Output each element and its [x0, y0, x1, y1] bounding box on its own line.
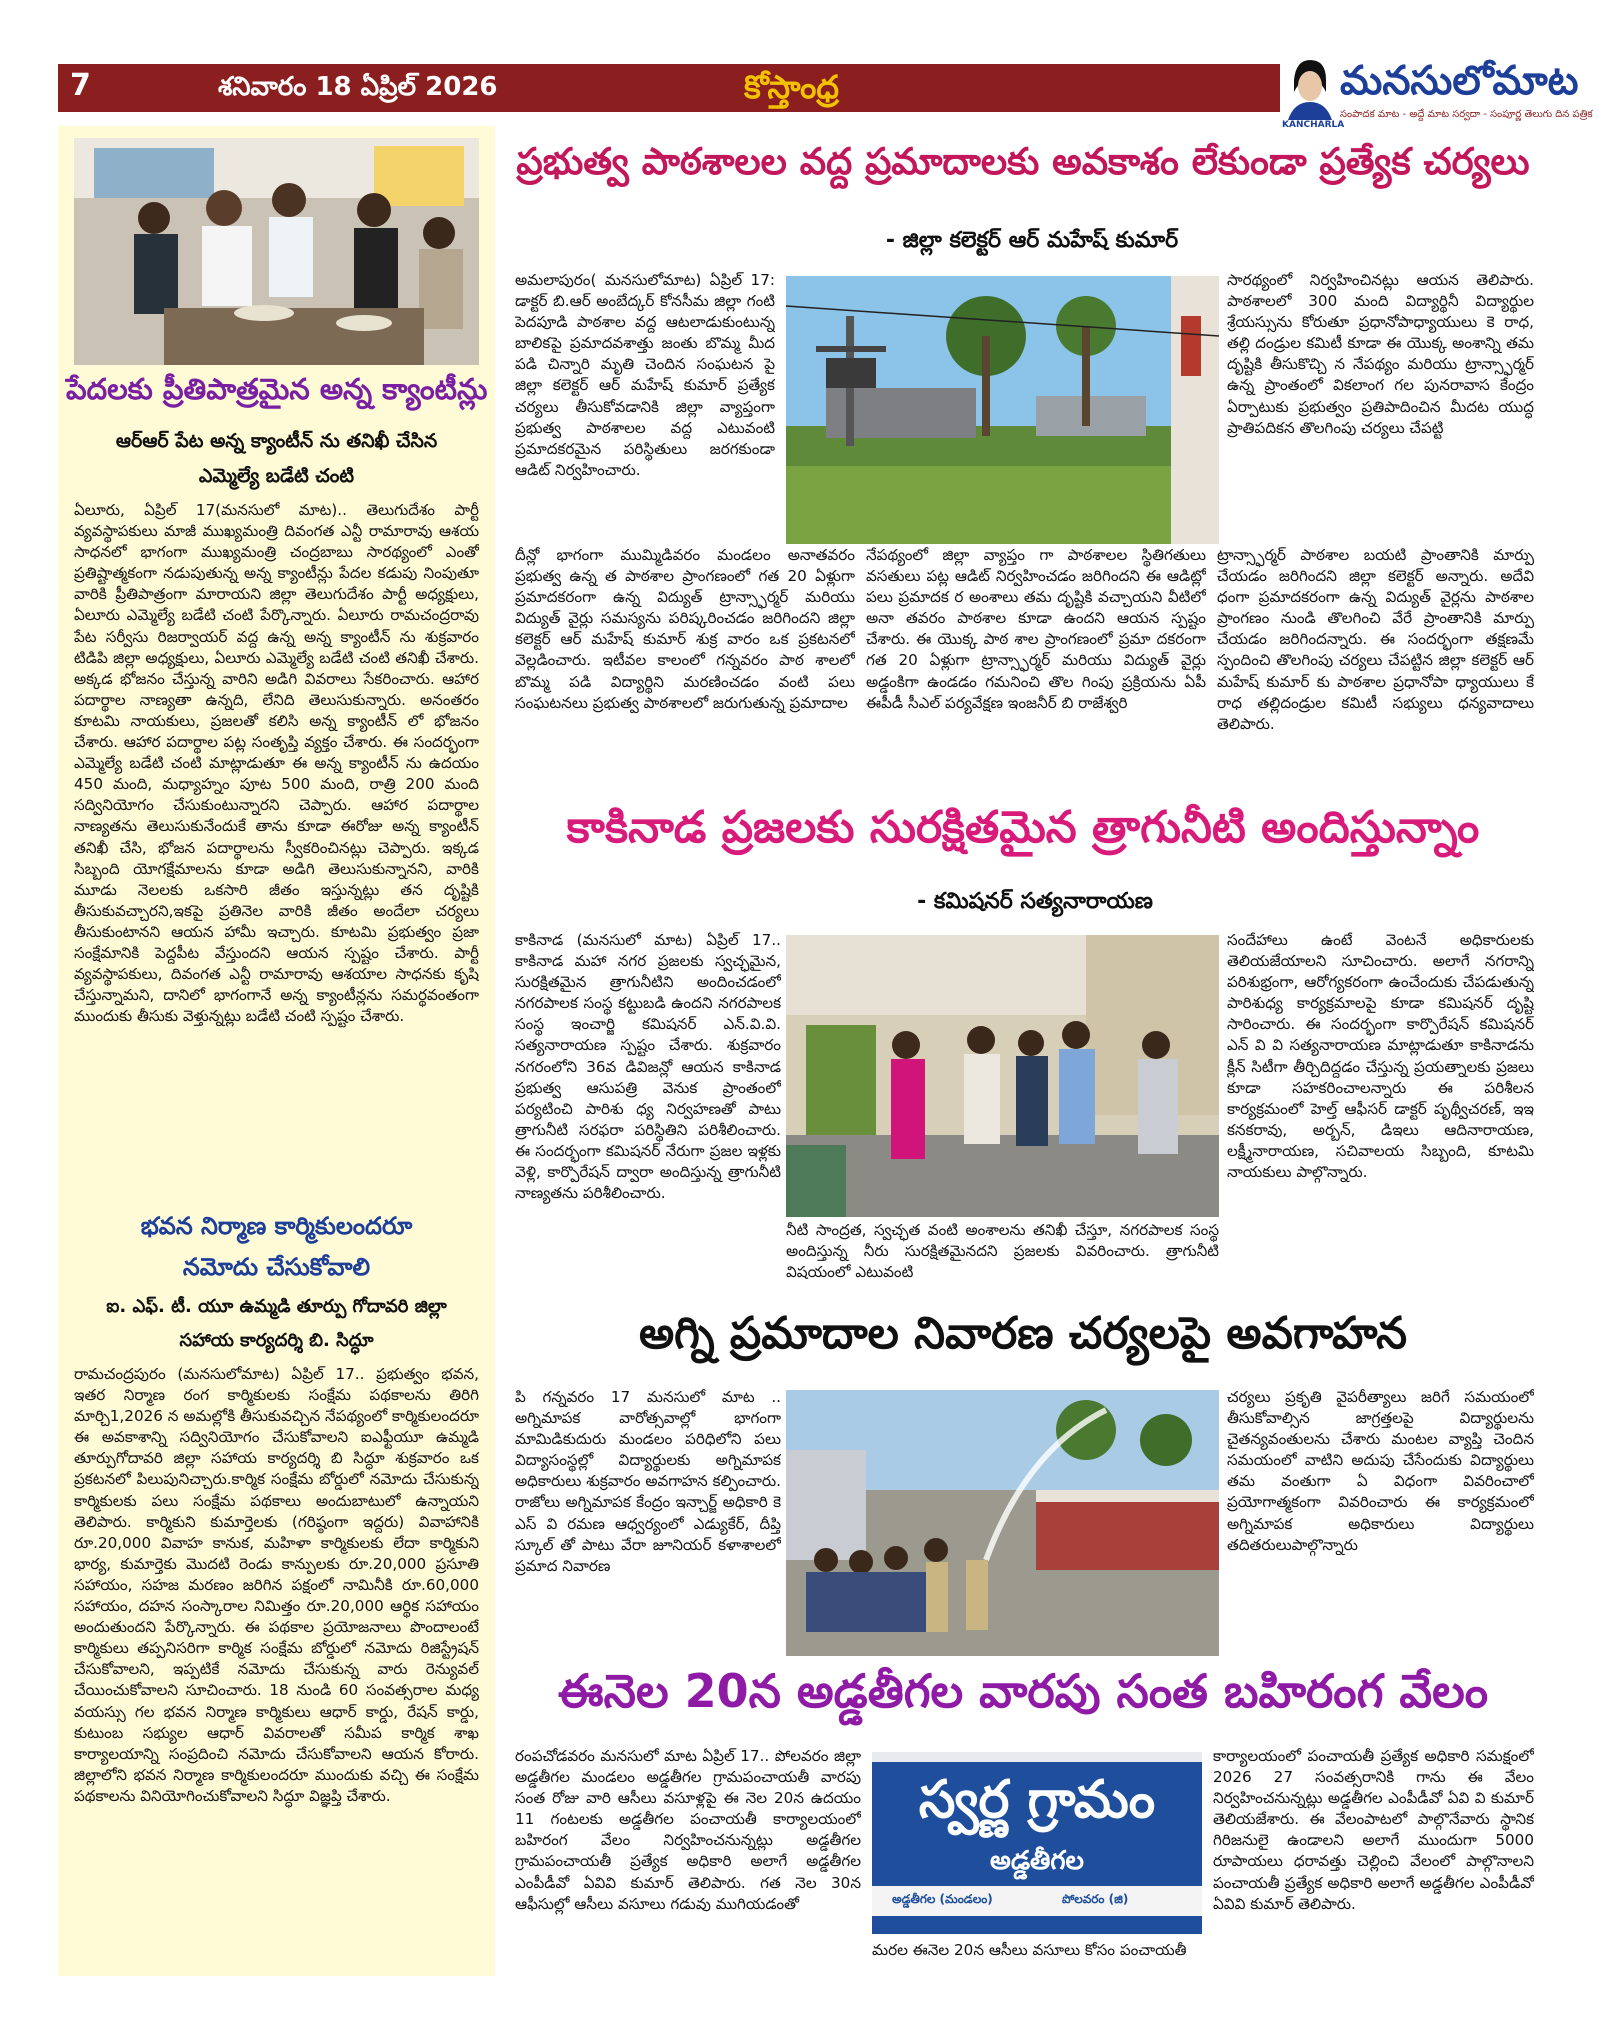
story2-headline-1: భవన నిర్మాణ కార్మికులందరూ	[140, 1212, 413, 1240]
swarna-gramam-sign	[872, 1752, 1202, 1934]
story2-subhead-1: ఐ. ఎఫ్. టీ. యూ ఉమ్మడి తూర్పు గోదావరి జిల్లా	[106, 1296, 447, 1317]
fire-headline: అగ్ని ప్రమాదాల నివారణ చర్యలపై అవగాహన	[638, 1308, 1408, 1359]
founder-portrait-icon	[1284, 56, 1336, 120]
schools-col-left: అమలాపురం( మనసులోమాట) ఏప్రిల్ 17: డాక్టర్ బి.ఆర్ అంబేద్కర్ కోనసీమ జిల్లా గంటి పెదపూడి పాఠశాల వద్ద ఆటలాడుకుంటున్న బాలికపై ప్రమాదవశాత్తు జంతు బొమ్మ మీద పడి చిన్నారి మృతి చెందిన సంఘటన పై జిల్లా కలెక్టర్ ఆర్ మహేష్ కుమార్ ప్రత్యేక చర్యలు తీసుకోవడానికి జిల్లా వ్యాప్తంగా ప్రభుత్వ పాఠశాలల వద్ద ఎటువంటి ప్రమాదకరమైన పరిస్థితులు జరగకుండా ఆడిట్ నిర్వహించారు.	[515, 271, 775, 479]
kakinada-col-mid: నీటి సాంద్రత, స్వచ్ఛత వంటి అంశాలను తనిఖీ చేస్తూ, నగరపాలక సంస్థ అందిస్తున్న నీరు సురక్షితమైనదని ప్రజలకు వివరించారు. త్రాగునీటి విషయంలో ఎటువంటి	[786, 1221, 1219, 1282]
sign-district: పోలవరం (జి)	[1062, 1892, 1129, 1906]
school-transformer-photo	[786, 276, 1219, 544]
story2-subhead-2: సహాయ కార్యదర్శి బి. సిద్ధూ	[179, 1330, 374, 1351]
story1-subhead-2: ఎమ్మెల్యే బడేటి చంటి	[198, 465, 355, 487]
story2-headline-2: నమోదు చేసుకోవాలి	[182, 1253, 371, 1281]
kakinada-headline: కాకినాడ ప్రజలకు సురక్షితమైన త్రాగునీటి అందిస్తున్నాం	[566, 802, 1480, 853]
story2-body: రామచంద్రపురం (మనసులోమాట) ఏప్రిల్ 17.. ప్రభుత్వం భవన, ఇతర నిర్మాణ రంగ కార్మికులకు సంక్షేమ పథకాలను తిరిగి మార్చి1,2026 న అమల్లోకి తీసుకువచ్చిన నేపథ్యంలో కార్మికులందరూ ఈ అవకాశాన్ని సద్వినియోగం చేసుకోవాలని ఐఎఫ్టీయూ ఉమ్మడి తూర్పుగోదావరి జిల్లా సహాయ కార్యదర్శి బి సిద్ధూ శుక్రవారం ఒక ప్రకటనలో పిలుపునిచ్చారు.కార్మిక సంక్షేమ బోర్డులో నమోదు చేసుకున్న కార్మికులకు పలు సంక్షేమ పథకాలు అందుబాటులో ఉన్నాయని తెలిపారు. కార్మికుని కుమార్తెలకు (గరిష్ఠంగా ఇద్దరు) వివాహానికి రూ.20,000 వివాహ కానుక, మహిళా కార్మికులకు లేదా కార్మికుని భార్య, కుమార్తెకు మొదటి రెండు కాన్పులకు రూ.20,000 ప్రసూతి సహాయం, సహజ మరణం జరిగిన పక్షంలో నామినీకి రూ.60,000 సహాయం, దహన సంస్కారాల నిమిత్తం రూ.20,000 ఆర్థిక సహాయం అందుతుందని పేర్కొన్నారు. ఈ పథకాల ప్రయోజనాలు పొందాలంటే కార్మికులు తప్పనిసరిగా కార్మిక సంక్షేమ బోర్డులో నమోదు రిజిస్ట్రేషన్ చేసుకోవాలని, ఇప్పటికే నమోదు చేసుకున్న వారు రెన్యువల్ చేయించుకోవాలని సూచించారు. 18 నుండి 60 సంవత్సరాల మధ్య వయస్సు గల భవన నిర్మాణ కార్మికులు ఆధార్ కార్డు, రేషన్ కార్డు, కుటుంబ సభ్యుల ఆధార్ వివరాలతో సమీప కార్మిక శాఖ కార్యాలయాన్ని సంప్రదించి నమోదు చేసుకోవాలని ఆయన కోరారు. జిల్లాలోని భవన నిర్మాణ కార్మికులందరూ ముందుకు వచ్చి ఈ సంక్షేమ పథకాలను వినియోగించుకోవాలని సిద్ధూ విజ్ఞప్తి చేశారు.	[74, 1365, 479, 1805]
fire-col-left: పి గన్నవరం 17 మనసులో మాట .. అగ్నిమాపక వారోత్సవాల్లో భాగంగా మామిడికుదురు మండలం పరిధిలోని పలు విద్యాసంస్థల్లో విద్యార్థులకు అగ్నిమాపక అధికారులు శుక్రవారం అవగాహన కల్పించారు. రాజోలు అగ్నిమాపక కేంద్రం ఇన్చార్జ్ అధికారి కె ఎస్ వి రమణ ఆధ్వర్యంలో ఎడ్యుకేర్, దీప్తి స్కూల్ తో పాటు వేరా జూనియర్ కళాశాలలో ప్రమాద నివారణ	[515, 1388, 781, 1575]
schools-bottom-col-2: నేపథ్యంలో జిల్లా వ్యాప్తం గా పాఠశాలల స్థితిగతులు వసతులు పట్ల ఆడిట్ నిర్వహించడం జరిగిందని ఈ ఆడిట్లో పలు ప్రమాదక ర అంశాలు తమ దృష్టికి వచ్చాయని వీటిలో అనా తవరం పాఠశాల కూడా ఉందని ఆయన స్పష్టం చేశారు. ఈ యొక్క పాఠ శాల ప్రాంగణంలో ప్రమా దకరంగా గత 20 ఏళ్లుగా ట్రాన్స్ఫార్మర్ మరియు విద్యుత్ వైర్లు అడ్డంకిగా ఉండడం గమనించి తొల గింపు ప్రక్రియను ఏపీ ఈపీడీ సీఎల్ పర్యవేక్షణ ఇంజనీర్ బి రాజేశ్వరి	[866, 546, 1206, 712]
fire-col-right: చర్యలు ప్రకృతి వైపరీత్యాలు జరిగే సమయంలో తీసుకోవాల్సిన జాగ్రత్తలపై విద్యార్థులను చైతన్యవంతులను చేశారు మంటల వ్యాప్తి చెందిన సమయంలో వాటిని అదుపు చేసేందుకు విద్యార్థులు తమ వంతుగా ఏ విధంగా వివరించాలో ప్రయోగాత్మకంగా వివరించారు ఈ కార్యక్రమంలో అగ్నిమాపక అధికారులు విద్యార్థులు తదితరులుపాల్గొన్నారు	[1227, 1388, 1534, 1554]
kakinada-inspection-photo	[786, 935, 1219, 1217]
page-number: 7	[70, 68, 91, 103]
logo-text: మనసులోమాట	[1340, 58, 1579, 104]
schools-bottom-col-1: దీన్లో భాగంగా ముమ్మిడివరం మండలం అనాతవరం ప్రభుత్వ ఉన్న త పాఠశాల ప్రాంగణంలో గత 20 ఏళ్లుగా ప్రమాదకరంగా ఉన్న విద్యుత్ ట్రాన్స్ఫార్మర్ మరియు విద్యుత్ వైర్లు సమస్యను పరిష్కరించడం జరిగిందని జిల్లా కలెక్టర్ ఆర్ మహేష్ కుమార్ శుక్ర వారం ఒక ప్రకటనలో వెల్లడించారు. ఇటీవల కాలంలో గన్నవరం పాఠ శాలలో బొమ్మ పడి విద్యార్థిని మరణించడం వంటి పలు సంఘటనలు ప్రభుత్వ పాఠశాలలో జరుగుతున్న ప్రమాదాల	[515, 546, 855, 712]
kakinada-col-right: సందేహాలు ఉంటే వెంటనే అధికారులకు తెలియజేయాలని సూచించారు. అలాగే నగరాన్ని పరిశుభ్రంగా, ఆరోగ్యకరంగా ఉంచేందుకు చేపడుతున్న పారిశుధ్య కార్యక్రమాలపై కూడా కమిషనర్ దృష్టి సారించారు. ఈ సందర్భంగా కార్పొరేషన్ కమిషనర్ ఎన్ వి వి సత్యనారాయణ మాట్లాడుతూ కాకినాడను క్లీన్ సిటీగా తీర్చిదిద్దడం చేస్తున్న ప్రయత్నాలకు ప్రజలు కూడా సహకరించాలన్నారు ఈ పరిశీలన కార్యక్రమంలో హెల్త్ ఆఫీసర్ డాక్టర్ పృథ్వీచరణ్, ఇఇ కనకరావు, అర్బన్, డిఇలు ఆదినారాయణ, లక్ష్మీనారాయణ, సచివాలయ సిబ్బంది, కూటమి నాయకులు పాల్గొన్నారు.	[1227, 931, 1534, 1182]
story1-subhead-1: ఆర్ఆర్ పేట అన్న క్యాంటీన్ ను తనిఖీ చేసిన	[115, 430, 438, 452]
santha-col-right: కార్యాలయంలో పంచాయతీ ప్రత్యేక అధికారి సమక్షంలో 2026 27 సంవత్సరానికి గాను ఈ వేలం నిర్వహించనున్నట్లు అడ్డతీగల ఎంపీడీవో ఏవి వి కుమార్ తెలియజేశారు. ఈ వేలంపాటలో పాల్గొనేవారు స్థానిక గిరిజనులై ఉండాలని అలాగే ముందుగా 5000 రూపాయలు ధరావత్తు చెల్లించి వేలంలో పాల్గొనాలని పంచాయతీ ప్రత్యేక అధికారి అలాగే అడ్డతీగల ఎంపీడీవో ఏవివి కుమార్ తెలిపారు.	[1213, 1747, 1534, 1913]
kakinada-col-left: కాకినాడ (మనసులో మాట) ఏప్రిల్ 17.. కాకినాడ మహా నగర ప్రజలకు స్వచ్ఛమైన, సురక్షితమైన త్రాగునీటిని అందించడంలో నగరపాలక సంస్థ కట్టుబడి ఉందని నగరపాలక సంస్థ ఇంచార్జి కమిషనర్ ఎన్.వి.వి. సత్యనారాయణ స్పష్టం చేశారు. శుక్రవారం నగరంలోని 36వ డివిజన్లో ఆయన కాకినాడ ప్రభుత్వ ఆసుపత్రి వెనుక ప్రాంతంలో పర్యటించి పారిశు ధ్య నిర్వహణతో పాటు త్రాగునీటి సరఫరా పరిస్థితిని పరిశీలించారు. ఈ సందర్భంగా కమిషనర్ నేరుగా ప్రజల ఇళ్లకు వెళ్లి, కార్పొరేషన్ ద్వారా అందిస్తున్న త్రాగునీటి నాణ్యతను పరిశీలించారు.	[515, 931, 781, 1203]
santha-col-mid: మరల ఈనెల 20న ఆసీలు వసూలు కోసం పంచాయతీ	[872, 1941, 1187, 1959]
canteen-photo	[74, 138, 479, 365]
santha-headline: ఈనెల 20న అడ్డతీగల వారపు సంత బహిరంగ వేలం	[557, 1664, 1489, 1718]
schools-bottom-col-3: ట్రాన్స్ఫార్మర్ పాఠశాల బయటి ప్రాంతానికి మార్పు చేయడం జరిగిందని జిల్లా కలెక్టర్ అన్నారు. అదేవి ధంగా ప్రమాదకరంగా ఉన్న విద్యుత్ వైర్లను పాఠశాల ప్రాంగణం నుండి తొలగించి వేరే ప్రాంతానికి మార్పు చేయడం జరిగిందన్నారు. ఈ సందర్భంగా తక్షణమే స్పందించి తొలగింపు చర్యలు చేపట్టిన జిల్లా కలెక్టర్ ఆర్ మహేష్ కుమార్ కు పాఠశాల ప్రధానోపా ధ్యాయులు కే రాధ తల్లిదండ్రుల కమిటీ సభ్యులు ధన్యవాదాలు తెలిపారు.	[1217, 546, 1534, 733]
sign-subtitle: అడ్డతీగల	[990, 1846, 1084, 1876]
santha-col-left: రంపచోడవరం మనసులో మాట ఏప్రిల్ 17.. పోలవరం జిల్లా అడ్డతీగల మండలం అడ్డతీగల గ్రామపంచాయతీ వారపు సంత రోజు వారి ఆసీలు వసూళ్లపై ఈ నెల 20న ఉదయం 11 గంటలకు అడ్డతీగల పంచాయతీ కార్యాలయంలో బహిరంగ వేలం నిర్వహించనున్నట్లు అడ్డతీగల గ్రామపంచాయతీ ప్రత్యేక అధికారి అలాగే అడ్డతీగల ఎంపీడీవో ఏవివి కుమార్ తెలిపారు. గత నెల 30న ఆఫీసుల్లో ఆసీలు వసూలు గడువు ముగియడంతో	[515, 1747, 861, 1913]
kakinada-byline: - కమిషనర్ సత్యనారాయణ	[917, 889, 1153, 914]
story1-headline: పేదలకు ప్రీతిపాత్రమైన అన్న క్యాంటీన్లు	[66, 372, 488, 406]
edition-date: శనివారం 18 ఏప్రిల్ 2026	[218, 72, 498, 102]
logo-name: KANCHARLA	[1282, 120, 1345, 130]
schools-headline: ప్రభుత్వ పాఠశాలల వద్ద ప్రమాదాలకు అవకాశం లేకుండా ప్రత్యేక చర్యలు	[516, 140, 1530, 183]
sign-title: స్వర్ణ గ్రామం	[918, 1770, 1156, 1830]
story1-body: ఏలూరు, ఏప్రిల్ 17(మనసులో మాట).. తెలుగుదేశం పార్టీ వ్యవస్థాపకులు మాజీ ముఖ్యమంత్రి దివంగత ఎన్టీ రామారావు ఆశయ సాధనలో భాగంగా ముఖ్యమంత్రి చంద్రబాబు సారథ్యంలో ఎంతో ప్రతిష్టాత్మకంగా నడుపుతున్న అన్న క్యాంటీన్లు పేదల కడుపు నింపుతూ వారికి ప్రీతిపాత్రంగా మారాయని జిల్లా తెలుగుదేశం పార్టీ అధ్యక్షులు, ఏలూరు ఎమ్మెల్యే బడేటి చంటి పేర్కొన్నారు. ఏలూరు రామచంద్రరావు పేట సర్వీసు రిజర్వాయర్ వద్ద ఉన్న అన్న క్యాంటీన్ ను శుక్రవారం టిడిపి జిల్లా అధ్యక్షులు, ఏలూరు ఎమ్మెల్యే బడేటి చంటి తనిఖీ చేశారు. అక్కడ భోజనం చేస్తున్న వారిని అడిగి వివరాలు సేకరించారు. ఆహార పదార్థాల నాణ్యతా ఉన్నది, లేనిది తెలుసుకున్నారు. అనంతరం కూటమి నాయకులు, ప్రజలతో కలిసి అన్న క్యాంటీన్ లో భోజనం చేశారు. ఆహార పదార్థాల పట్ల సంతృప్తి వ్యక్తం చేశారు. ఈ సందర్భంగా ఎమ్మెల్యే బడేటి చంటి మాట్లాడుతూ ఈ అన్న క్యాంటీన్ ను ఉదయం 450 మంది, మధ్యాహ్నం పూట 500 మంది, రాత్రి 200 మంది సద్వినియోగం చేసుకుంటున్నారని చెప్పారు. ఆహార పదార్థాల నాణ్యతను తెలుసుకునేందుకే తాను కూడా ఈరోజు అన్న క్యాంటీన్ తనిఖీ చేసి, భోజన పదార్థాలను స్వీకరించినట్లు చెప్పారు. ఇక్కడ సిబ్బంది యోగక్షేమాలను కూడా అడిగి తెలుసుకున్నానని, వారికి మూడు నెలలకు ఒకసారి జీతం ఇస్తున్నట్లు తన దృష్టికి తీసుకువచ్చారని,ఇకపై ప్రతినెల వారికి జీతం అందేలా చర్యలు తీసుకుంటానని ఆయన హామీ ఇచ్చారు. కూటమి ప్రభుత్వం ప్రజా సంక్షేమానికి పెద్దపీట వేస్తుందని ఆయన స్పష్టం చేశారు. పార్టీ వ్యవస్థాపకులు, దివంగత ఎన్టీ రామారావు ఆశయాల సాధనకు కృషి చేస్తున్నామని, దానిలో భాగంగానే అన్న క్యాంటీన్లను సమర్థవంతంగా ముందుకు తీసుకు వెళ్తున్నట్లు బడేటి చంటి స్పష్టం చేశారు.	[74, 501, 479, 1026]
schools-col-right: సారథ్యంలో నిర్వహించినట్లు ఆయన తెలిపారు. పాఠశాలలో 300 మంది విద్యార్థినీ విద్యార్థుల శ్రేయస్సును కోరుతూ ప్రధానోపాధ్యాయులు కె రాధ, తల్లి దండ్రుల కమిటీ కూడా ఈ యొక్క అంశాన్ని తమ దృష్టికి తీసుకొచ్చి న నేపథ్యం మరియు ట్రాన్స్ఫార్మర్ ఉన్న ప్రాంతంలో వికలాంగ గల పునరావాస కేంద్రం ఏర్పాటుకు ప్రభుత్వం ప్రతిపాదించిన మీదట యుద్ధ ప్రాతిపదికన తొలగింపు చర్యలు చేపట్టి	[1227, 271, 1534, 437]
schools-byline: - జిల్లా కలెక్టర్ ఆర్ మహేష్ కుమార్	[885, 228, 1179, 253]
logo-tagline: సంపాదక మాట - అద్దే మాట సర్వదా - సంపూర్ణ తెలుగు దిన పత్రిక	[1340, 109, 1593, 120]
section-name: కోస్తాంధ్ర	[744, 68, 839, 106]
fire-drill-photo	[786, 1390, 1219, 1656]
sign-mandal: అడ్డతీగల (మండలం)	[892, 1892, 993, 1906]
